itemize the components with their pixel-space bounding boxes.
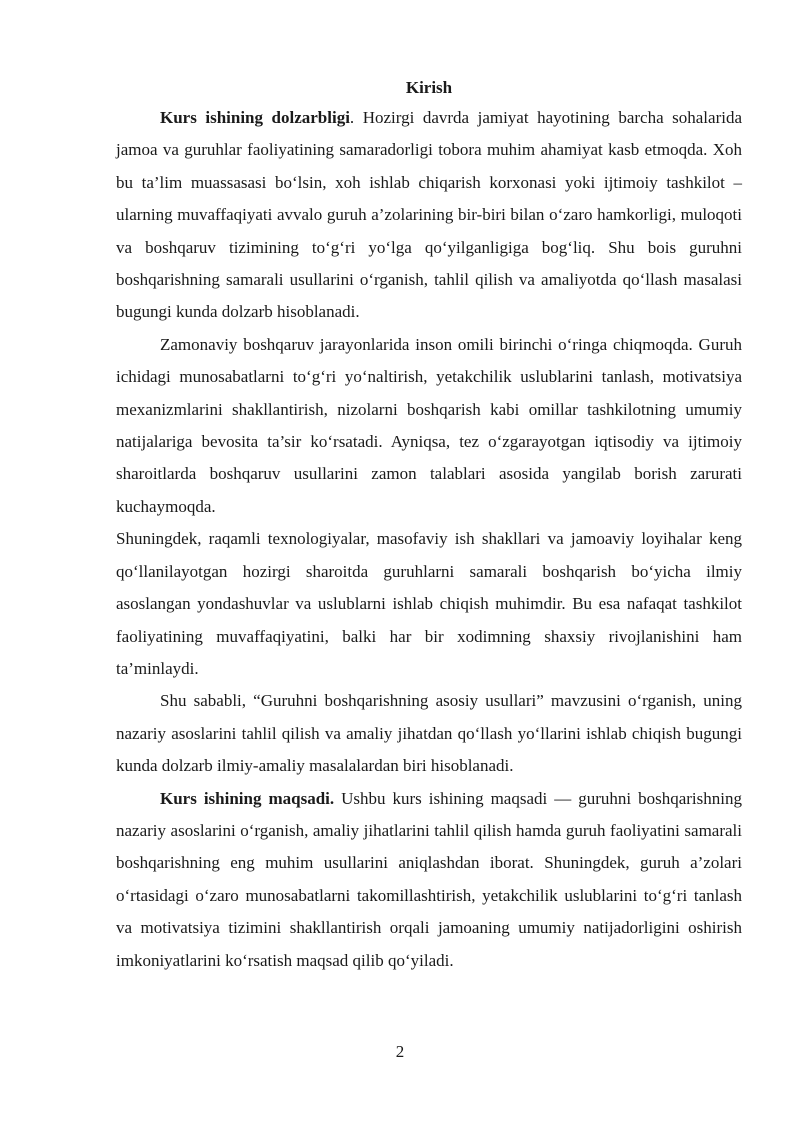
- paragraph-topic-reason: [116, 685, 742, 782]
- paragraph-relevance: [116, 102, 742, 329]
- paragraph-lead-goal: Kurs ishining maqsadi.: [160, 788, 335, 808]
- paragraph-goal: [116, 783, 742, 977]
- paragraph-text: Shuningdek, raqamli texnologiyalar, masofaviy ish shakllari va jamoaviy loyihalar keng qo‘llanilayotgan hozirgi sharoitda guruhlarni samarali boshqarish bo‘yicha ilmiy asoslangan yondashuvlar va uslublarni ishlab chiqish muhimdir. Bu esa nafaqat tashkilot faoliyatining muvaffaqiyatini, balki har bir xodimning shaxsiy rivojlanishini ham ta’minlaydi.: [116, 529, 742, 678]
- paragraph-lead-relevance: Kurs ishining dolzarbligi: [160, 108, 350, 127]
- section-title: Kirish: [405, 78, 453, 97]
- paragraph-text: Ushbu kurs ishining maqsadi — guruhni boshqarishning nazariy asoslarini o‘rganish, amaliy jihatlarini tahlil qilish hamda guruh faoliyatini samarali boshqarishning eng muhim usullarini aniqlashdan iborat. Shuningdek, guruh a’zolari o‘rtasidagi o‘zaro munosabatlarni takomillashtirish, yetakchilik uslublarini to‘g‘ri tanlash va motivatsiya tizimini shakllantirish orqali jamoaning umumiy natijadorligini oshirish imkoniyatlarini ko‘rsatish maqsad qilib qo‘yiladi.: [116, 788, 742, 970]
- page-number: 2: [395, 1042, 405, 1061]
- paragraph-text: . Hozirgi davrda jamiyat hayotining barcha sohalarida jamoa va guruhlar faoliyatining samaradorligi tobora muhim ahamiyat kasb etmoqda. Xoh bu ta’lim muassasasi bo‘lsin, xoh ishlab chiqarish korxonasi yoki ijtimoiy tashkilot – ularning muvaffaqiyati avvalo guruh a’zolarining bir-biri bilan o‘zaro hamkorligi, muloqoti va boshqaruv tizimining to‘g‘ri yo‘lga qo‘yilganligiga bog‘liq. Shu bois guruhni boshqarishning samarali usullarini o‘rganish, tahlil qilish va amaliyotda qo‘llash masalasi bugungi kunda dolzarb hisoblanadi.: [116, 108, 742, 322]
- paragraph-management-processes: [116, 329, 742, 523]
- document-body: [116, 74, 742, 977]
- paragraph-text: Shu sababli, “Guruhni boshqarishning asosiy usullari” mavzusini o‘rganish, uning nazariy asoslarini tahlil qilish va amaliy jihatdan qo‘llash yo‘llarini ishlab chiqish bugungi kunda dolzarb ilmiy-amaliy masalalardan biri hisoblanadi.: [116, 691, 742, 776]
- paragraph-digital-technologies: [116, 523, 742, 685]
- paragraph-text: Zamonaviy boshqaruv jarayonlarida inson omili birinchi o‘ringa chiqmoqda. Guruh ichidagi munosabatlarni to‘g‘ri yo‘naltirish, yetakchilik uslublarini tanlash, motivatsiya mexanizmlarini shakllantirish, nizolarni boshqarish kabi omillar tashkilotning umumiy natijalariga bevosita ta’sir ko‘rsatadi. Ayniqsa, tez o‘zgarayotgan iqtisodiy va ijtimoiy sharoitlarda boshqaruv usullarini zamon talablari asosida yangilab borish zarurati kuchaymoqda.: [116, 334, 742, 516]
